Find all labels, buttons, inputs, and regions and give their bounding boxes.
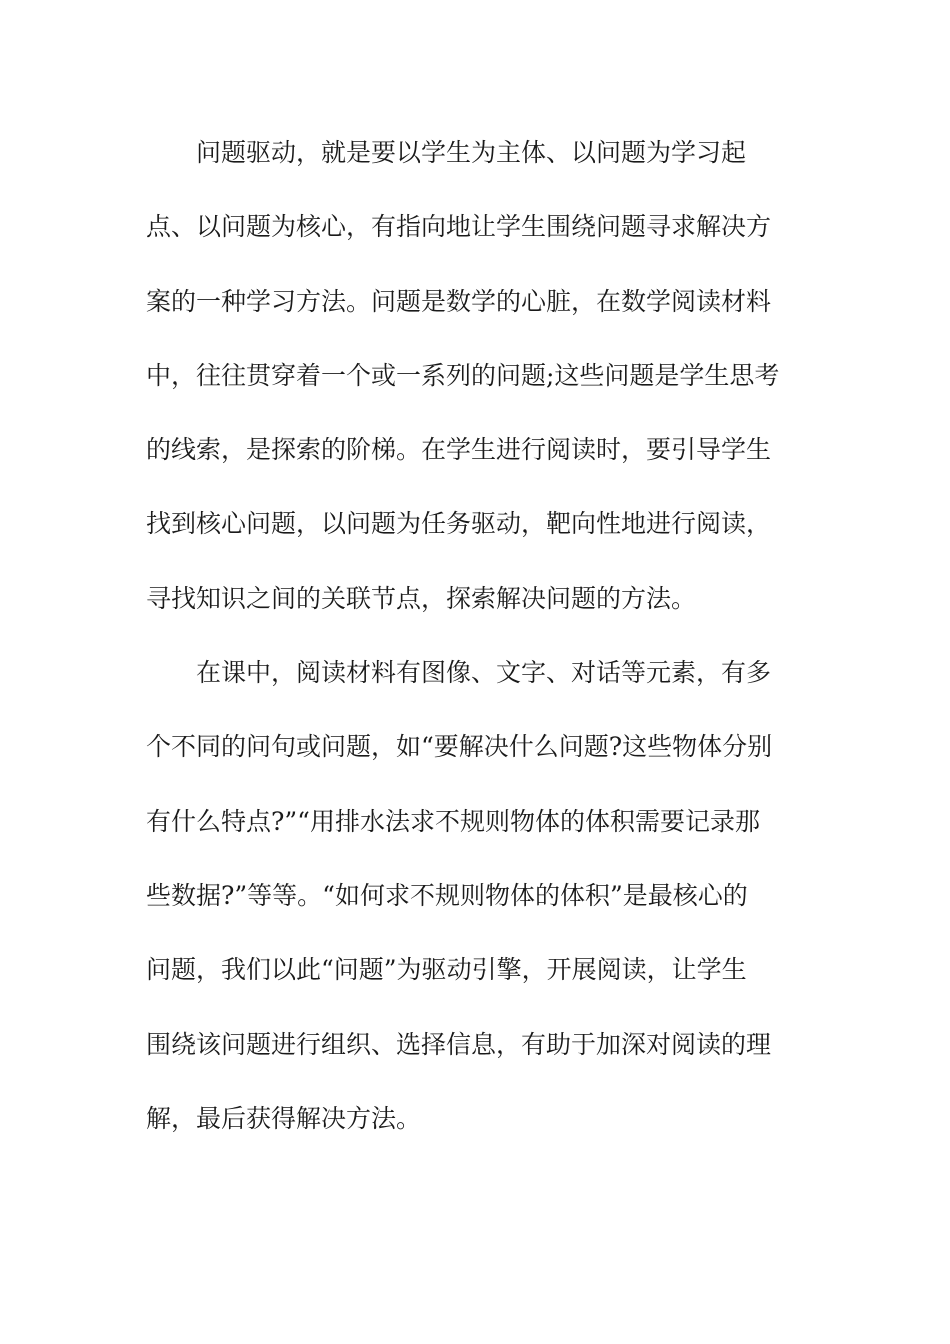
paragraph-line: 些数据?”等等。“如何求不规则物体的体积”是最核心的 <box>146 880 748 910</box>
paragraph-line: 个不同的问句或问题，如“要解决什么问题?这些物体分别 <box>146 732 773 762</box>
paragraph-line: 问题，我们以此“问题”为驱动引擎，开展阅读，让学生 <box>146 955 747 985</box>
paragraph-line: 有什么特点?”“用排水法求不规则物体的体积需要记录那 <box>146 806 760 836</box>
paragraph-line: 中，往往贯穿着一个或一系列的问题;这些问题是学生思考 <box>146 360 780 390</box>
document-body <box>146 116 806 1230</box>
paragraph-2 <box>146 636 806 1230</box>
paragraph-line: 围绕该问题进行组织、选择信息，有助于加深对阅读的理 <box>146 1029 772 1059</box>
paragraph-line: 案的一种学习方法。问题是数学的心脏，在数学阅读材料 <box>146 286 772 316</box>
paragraph-line: 在课中，阅读材料有图像、文字、对话等元素，有多 <box>196 658 772 688</box>
paragraph-line: 的线索，是探索的阶梯。在学生进行阅读时，要引导学生 <box>146 435 772 465</box>
paragraph-line: 解，最后获得解决方法。 <box>146 1103 422 1133</box>
paragraph-line: 寻找知识之间的关联节点，探索解决问题的方法。 <box>146 583 697 613</box>
paragraph-line: 点、以问题为核心，有指向地让学生围绕问题寻求解决方 <box>146 212 772 242</box>
paragraph-line <box>146 1156 806 1230</box>
paragraph-line: 问题驱动，就是要以学生为主体、以问题为学习起 <box>196 138 747 167</box>
paragraph-1 <box>146 116 806 636</box>
paragraph-line: 找到核心问题，以问题为任务驱动，靶向性地进行阅读， <box>146 509 772 539</box>
